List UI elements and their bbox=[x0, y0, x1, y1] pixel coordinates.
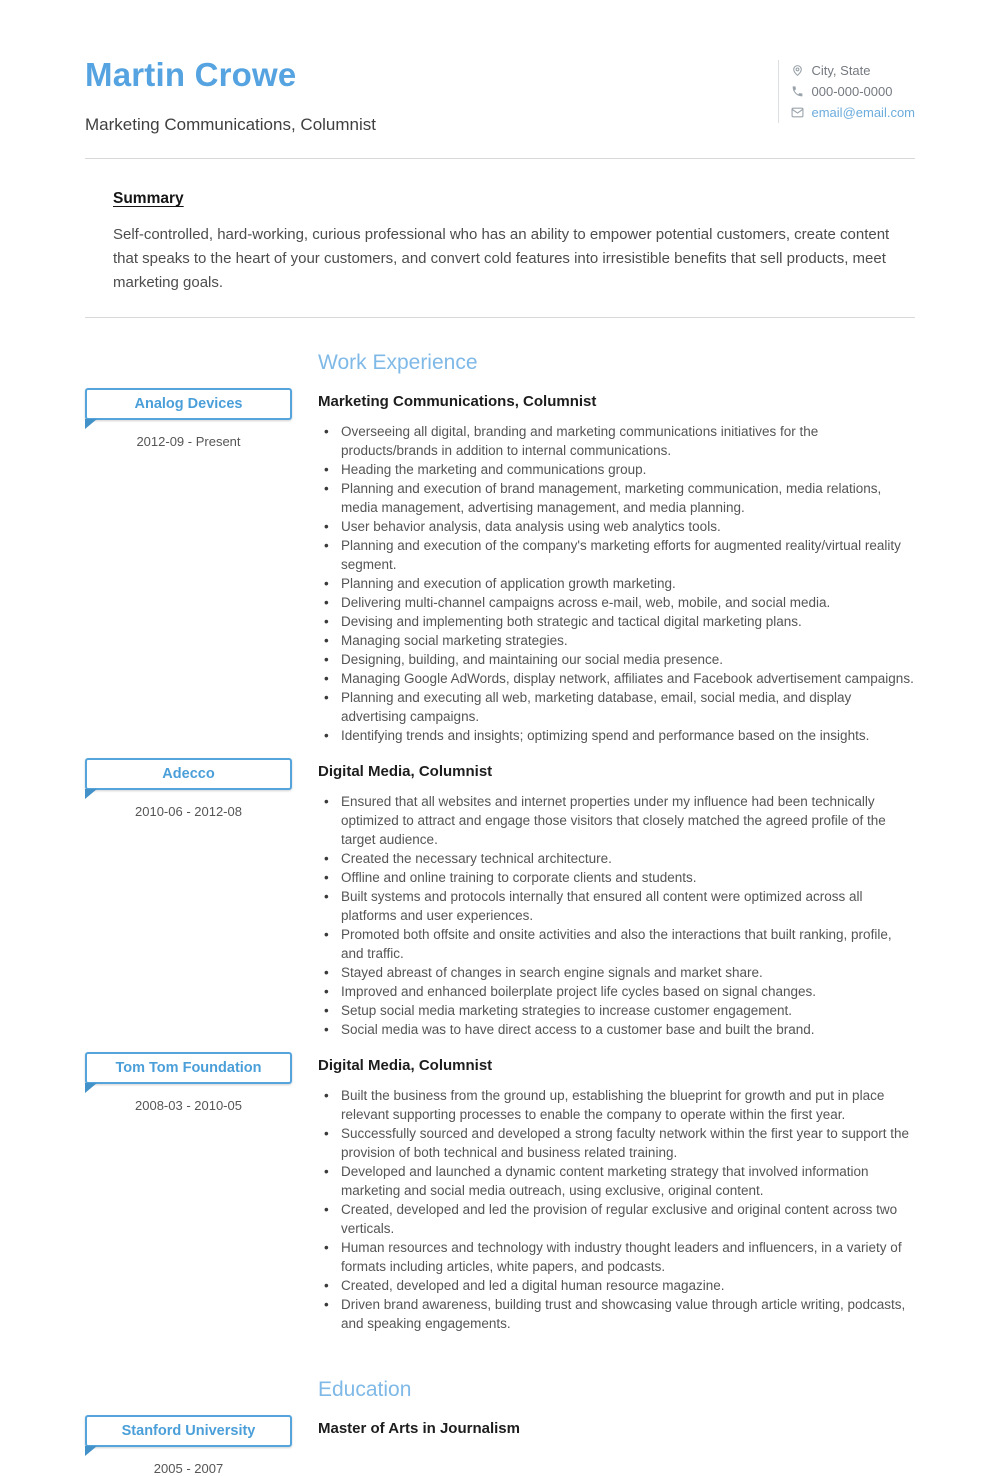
job-dates: 2012-09 - Present bbox=[136, 434, 241, 449]
company-name: Tom Tom Foundation bbox=[115, 1060, 262, 1076]
contact-phone-text: 000-000-0000 bbox=[811, 84, 893, 99]
contact-block bbox=[778, 60, 916, 123]
bullet-item: • Human resources and technology with industry thought leaders and influencers, in a variety of formats including articles, white papers, and podcasts. bbox=[335, 1238, 915, 1276]
job-dates: 2010-06 - 2012-08 bbox=[135, 804, 242, 819]
company-badge bbox=[85, 758, 292, 790]
location-pin-icon bbox=[791, 64, 804, 77]
education-heading-row bbox=[85, 1378, 915, 1415]
bullet-item: • Offline and online training to corporate clients and students. bbox=[335, 868, 915, 887]
school-badge bbox=[85, 1415, 292, 1447]
job-title: Digital Media, Columnist bbox=[318, 1057, 493, 1074]
header-divider bbox=[85, 158, 915, 159]
bullet-item: • Managing social marketing strategies. bbox=[335, 631, 915, 650]
bullet-item: • Devising and implementing both strategic and tactical digital marketing plans. bbox=[335, 612, 915, 631]
job-left-column bbox=[85, 388, 292, 745]
bullet-item: • Heading the marketing and communications group. bbox=[335, 460, 915, 479]
bullet-item: • Ensured that all websites and internet properties under my influence had been technically optimized to attract and engage those visitors that closely matched the agreed profile of the target audience. bbox=[335, 792, 915, 849]
bullet-item: • Built the business from the ground up, establishing the blueprint for growth and put in place relevant supporting processes to enable the company to operate within the first year. bbox=[335, 1086, 915, 1124]
work-heading-row bbox=[85, 351, 915, 388]
bullet-item: • Planning and execution of application growth marketing. bbox=[335, 574, 915, 593]
bullet-item: • Overseeing all digital, branding and marketing communications initiatives for the products/brands in addition to internal communications. bbox=[335, 422, 915, 460]
person-name: Martin Crowe bbox=[85, 56, 297, 93]
work-experience-section bbox=[85, 351, 915, 1333]
job-entry bbox=[85, 388, 915, 745]
summary-heading: Summary bbox=[113, 190, 184, 207]
company-name: Analog Devices bbox=[134, 396, 243, 412]
bullet-item: • Setup social media marketing strategies to increase customer engagement. bbox=[335, 1001, 915, 1020]
bullet-item: • Planning and executing all web, marketing database, email, social media, and display advertising campaigns. bbox=[335, 688, 915, 726]
job-left-column bbox=[85, 758, 292, 1039]
degree-title: Master of Arts in Journalism bbox=[318, 1420, 520, 1437]
bullet-item: • Created, developed and led a digital human resource magazine. bbox=[335, 1276, 915, 1295]
job-title: Marketing Communications, Columnist bbox=[318, 393, 597, 410]
job-bullets bbox=[318, 422, 915, 745]
education-dates: 2005 - 2007 bbox=[153, 1461, 224, 1476]
header bbox=[85, 46, 915, 135]
bullet-item: • Improved and enhanced boilerplate project life cycles based on signal changes. bbox=[335, 982, 915, 1001]
job-entry bbox=[85, 758, 915, 1039]
job-bullets bbox=[318, 1086, 915, 1333]
job-dates: 2008-03 - 2010-05 bbox=[135, 1098, 242, 1113]
bullet-item: • Successfully sourced and developed a strong faculty network within the first year to support the provision of both technical and business related training. bbox=[335, 1124, 915, 1162]
email-envelope-icon bbox=[791, 106, 804, 119]
job-right-column bbox=[318, 388, 915, 745]
job-left-column bbox=[85, 1052, 292, 1333]
contact-location bbox=[791, 60, 916, 81]
bullet-item: • Developed and launched a dynamic content marketing strategy that involved information marketing and social media outreach, using exclusive, original content. bbox=[335, 1162, 915, 1200]
summary-divider bbox=[85, 317, 915, 318]
company-badge bbox=[85, 1052, 292, 1084]
bullet-item: • Delivering multi-channel campaigns across e-mail, web, mobile, and social media. bbox=[335, 593, 915, 612]
bullet-item: • User behavior analysis, data analysis using web analytics tools. bbox=[335, 517, 915, 536]
phone-icon bbox=[791, 85, 804, 98]
summary-text: Self-controlled, hard-working, curious professional who has an ability to empower potential customers, create content that speaks to the heart of your customers, and convert cold features into irresistible benefits that sell products, meet marketing goals. bbox=[113, 226, 890, 291]
education-heading: Education bbox=[318, 1378, 412, 1401]
job-entry bbox=[85, 1052, 915, 1333]
education-section bbox=[85, 1378, 915, 1476]
bullet-item: • Planning and execution of brand management, marketing communication, media relations, media management, advertising management, and media planning. bbox=[335, 479, 915, 517]
bullet-item: • Stayed abreast of changes in search engine signals and market share. bbox=[335, 963, 915, 982]
work-experience-heading: Work Experience bbox=[318, 351, 478, 374]
header-identity bbox=[85, 46, 376, 135]
bullet-item: • Identifying trends and insights; optimizing spend and performance based on the insights. bbox=[335, 726, 915, 745]
education-left-column bbox=[85, 1415, 292, 1476]
job-right-column bbox=[318, 1052, 915, 1333]
job-right-column bbox=[318, 758, 915, 1039]
company-name: Adecco bbox=[162, 766, 215, 782]
bullet-item: • Created the necessary technical architecture. bbox=[335, 849, 915, 868]
education-entry bbox=[85, 1415, 915, 1476]
education-container bbox=[85, 1415, 915, 1476]
contact-email bbox=[791, 102, 916, 123]
contact-location-text: City, State bbox=[811, 63, 871, 78]
company-badge bbox=[85, 388, 292, 420]
education-right-column bbox=[318, 1415, 915, 1476]
bullet-item: • Driven brand awareness, building trust and showcasing value through article writing, podcasts, and speaking engagements. bbox=[335, 1295, 915, 1333]
job-bullets bbox=[318, 792, 915, 1039]
bullet-item: • Created, developed and led the provision of regular exclusive and original content across two verticals. bbox=[335, 1200, 915, 1238]
job-title: Digital Media, Columnist bbox=[318, 763, 493, 780]
bullet-item: • Social media was to have direct access to a customer base and built the brand. bbox=[335, 1020, 915, 1039]
person-title: Marketing Communications, Columnist bbox=[85, 115, 376, 134]
summary-section bbox=[113, 190, 903, 295]
bullet-item: • Designing, building, and maintaining our social media presence. bbox=[335, 650, 915, 669]
contact-phone bbox=[791, 81, 916, 102]
bullet-item: • Managing Google AdWords, display network, affiliates and Facebook advertisement campaigns. bbox=[335, 669, 915, 688]
school-name: Stanford University bbox=[121, 1423, 256, 1439]
bullet-item: • Planning and execution of the company's marketing efforts for augmented reality/virtual reality segment. bbox=[335, 536, 915, 574]
jobs-container bbox=[85, 388, 915, 1333]
email-link[interactable]: email@email.com bbox=[811, 105, 915, 120]
bullet-item: • Built systems and protocols internally that ensured all content were optimized across all platforms and user experiences. bbox=[335, 887, 915, 925]
bullet-item: • Promoted both offsite and onsite activities and also the interactions that built ranking, profile, and traffic. bbox=[335, 925, 915, 963]
